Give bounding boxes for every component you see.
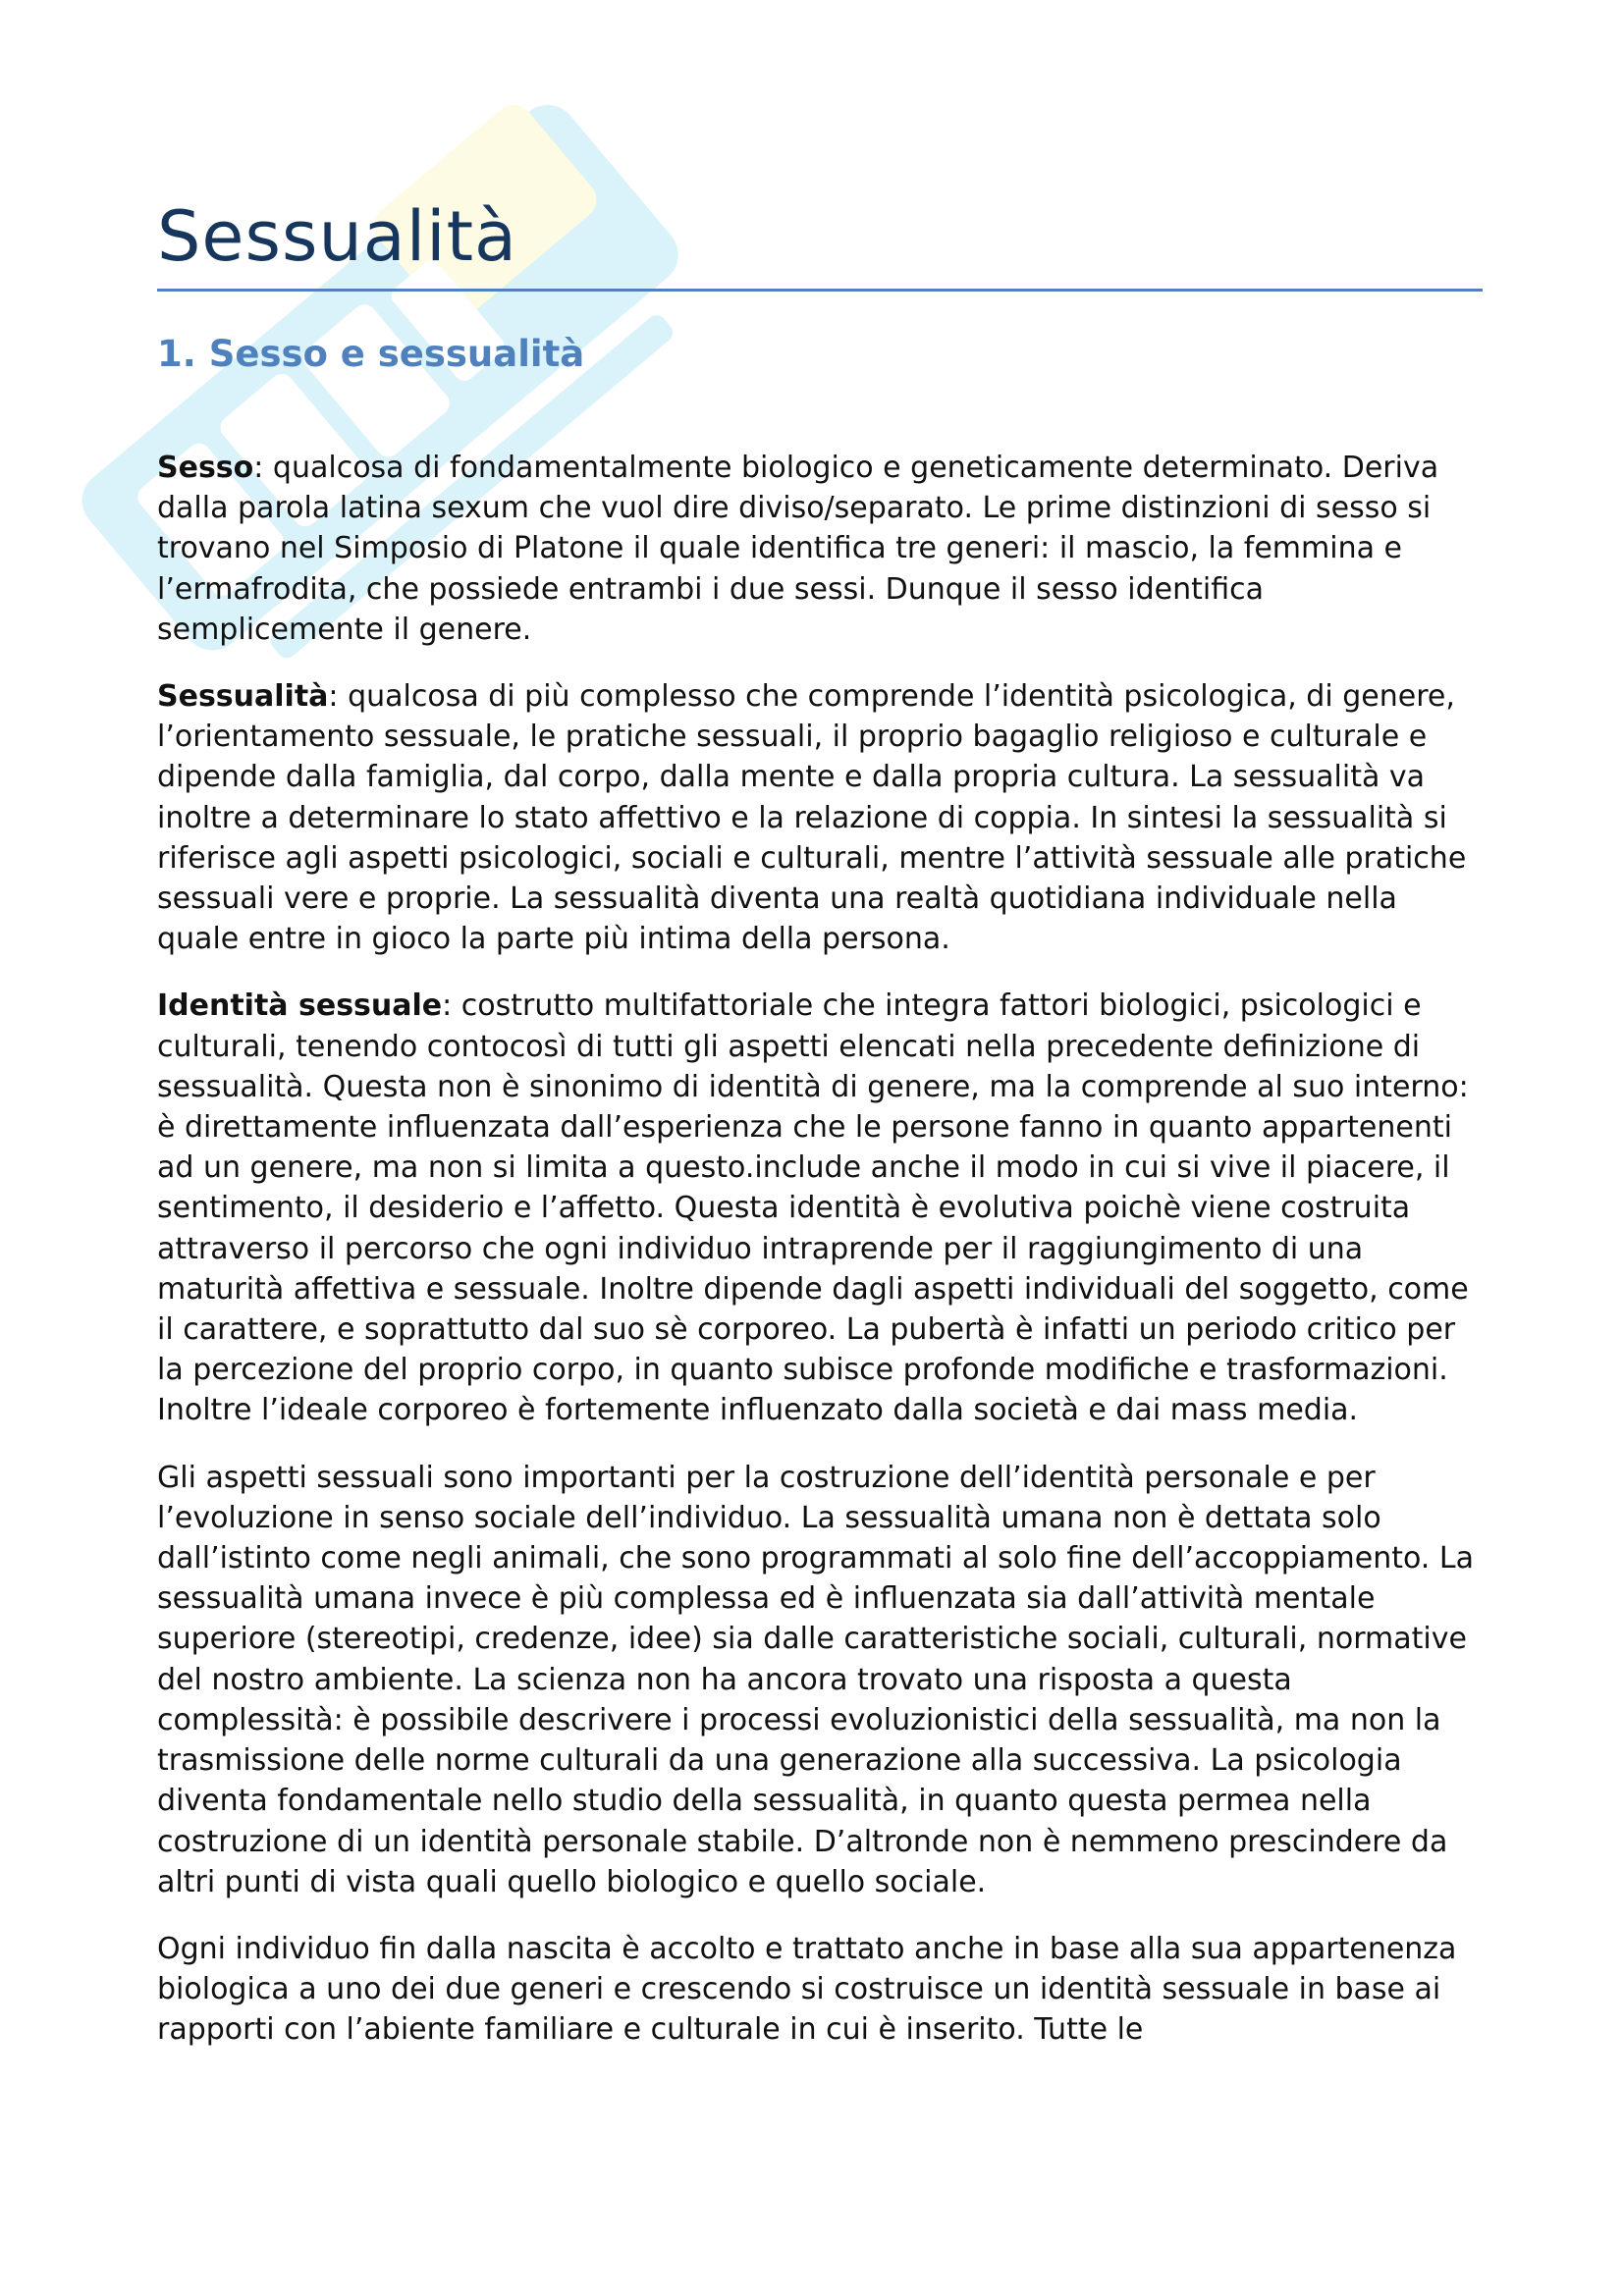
paragraph-term: Sessualità: [157, 679, 329, 715]
title-underline: [157, 289, 1483, 292]
paragraph-text: : costrutto multifattoriale che integra fattori biologici, psicologici e culturali, tenendo contocosì di tutti gli aspetti elencati nella precedente definizione di sessualità. Questa non è sinonimo di identità di genere, ma la comprende al suo interno: è direttamente influenzata dall’esperienza che le persone fanno in quanto appartenenti ad un genere, ma non si limita a questo.include anche il modo in cui si vive il piacere, il sentimento, il desiderio e l’affetto. Questa identità è evolutiva poichè viene costruita attraverso il percorso che ogni individuo intraprende per il raggiungimento di una maturità affettiva e sessuale. Inoltre dipende dagli aspetti individuali del soggetto, come il carattere, e soprattutto dal suo sè corporeo. La pubertà è infatti un periodo critico per la percezione del proprio corpo, in quanto subisce profonde modifiche e trasformazioni. Inoltre l’ideale corporeo è fortemente influenzato dalla società e dai mass media.: [157, 988, 1469, 1428]
paragraph-ogni-individuo: [157, 1929, 1483, 2051]
section-title: Sesso e sessualità: [208, 333, 585, 375]
paragraph-term: Identità sessuale: [157, 988, 443, 1024]
section-heading: [157, 330, 584, 379]
paragraph-text: Gli aspetti sessuali sono importanti per la costruzione dell’identità personale e per l’evoluzione in senso sociale dell’individuo. La sessualità umana non è dettata solo dall’istinto come negli animali, che sono programmati al solo fine dell’accoppiamento. La sessualità umana invece è più complessa ed è influenzata sia dall’attività mentale superiore (stereotipi, credenze, idee) sia dalle caratteristiche sociali, culturali, normative del nostro ambiente. La scienza non ha ancora trovato una risposta a questa complessità: è possibile descrivere i processi evoluzionistici della sessualità, ma non la trasmissione delle norme culturali da una generazione alla successiva. La psicologia diventa fondamentale nello studio della sessualità, in quanto questa permea nella costruzione di un identità personale stabile. D’altronde non è nemmeno prescindere da altri punti di vista quali quello biologico e quello sociale.: [157, 1460, 1474, 1899]
paragraph-text: Ogni individuo fin dalla nascita è accolto e trattato anche in base alla sua appartenenza biologica a uno dei due generi e crescendo si costruisce un identità sessuale in base ai rapporti con l’abiente familiare e culturale in cui è inserito. Tutte le: [157, 1931, 1457, 2048]
paragraph-sessualita: [157, 676, 1483, 959]
paragraph-text: : qualcosa di fondamentalmente biologico e geneticamente determinato. Deriva dalla parola latina sexum che vuol dire diviso/separato. Le prime distinzioni di sesso si trovano nel Simposio di Platone il quale identifica tre generi: il mascio, la femmina e l’ermafrodita, che possiede entrambi i due sessi. Dunque il sesso identifica semplicemente il genere.: [157, 451, 1439, 647]
paragraph-identita-sessuale: [157, 986, 1483, 1430]
document-body: [157, 448, 1483, 2077]
paragraph-text: : qualcosa di più complesso che comprende l’identità psicologica, di genere, l’orientamento sessuale, le pratiche sessuali, il proprio bagaglio religioso e culturale e dipende dalla famiglia, dal corpo, dalla mente e dalla propria cultura. La sessualità va inoltre a determinare lo stato affettivo e la relazione di coppia. In sintesi la sessualità si riferisce agli aspetti psicologici, sociali e culturali, mentre l’attività sessuale alle pratiche sessuali vere e proprie. La sessualità diventa una realtà quotidiana individuale nella quale entre in gioco la parte più intima della persona.: [157, 679, 1467, 957]
document-title: Sessualità: [157, 196, 517, 277]
section-number: 1.: [157, 333, 196, 375]
paragraph-aspetti-sessuali: [157, 1458, 1483, 1902]
paragraph-sesso: [157, 448, 1483, 650]
paragraph-term: Sesso: [157, 451, 254, 485]
